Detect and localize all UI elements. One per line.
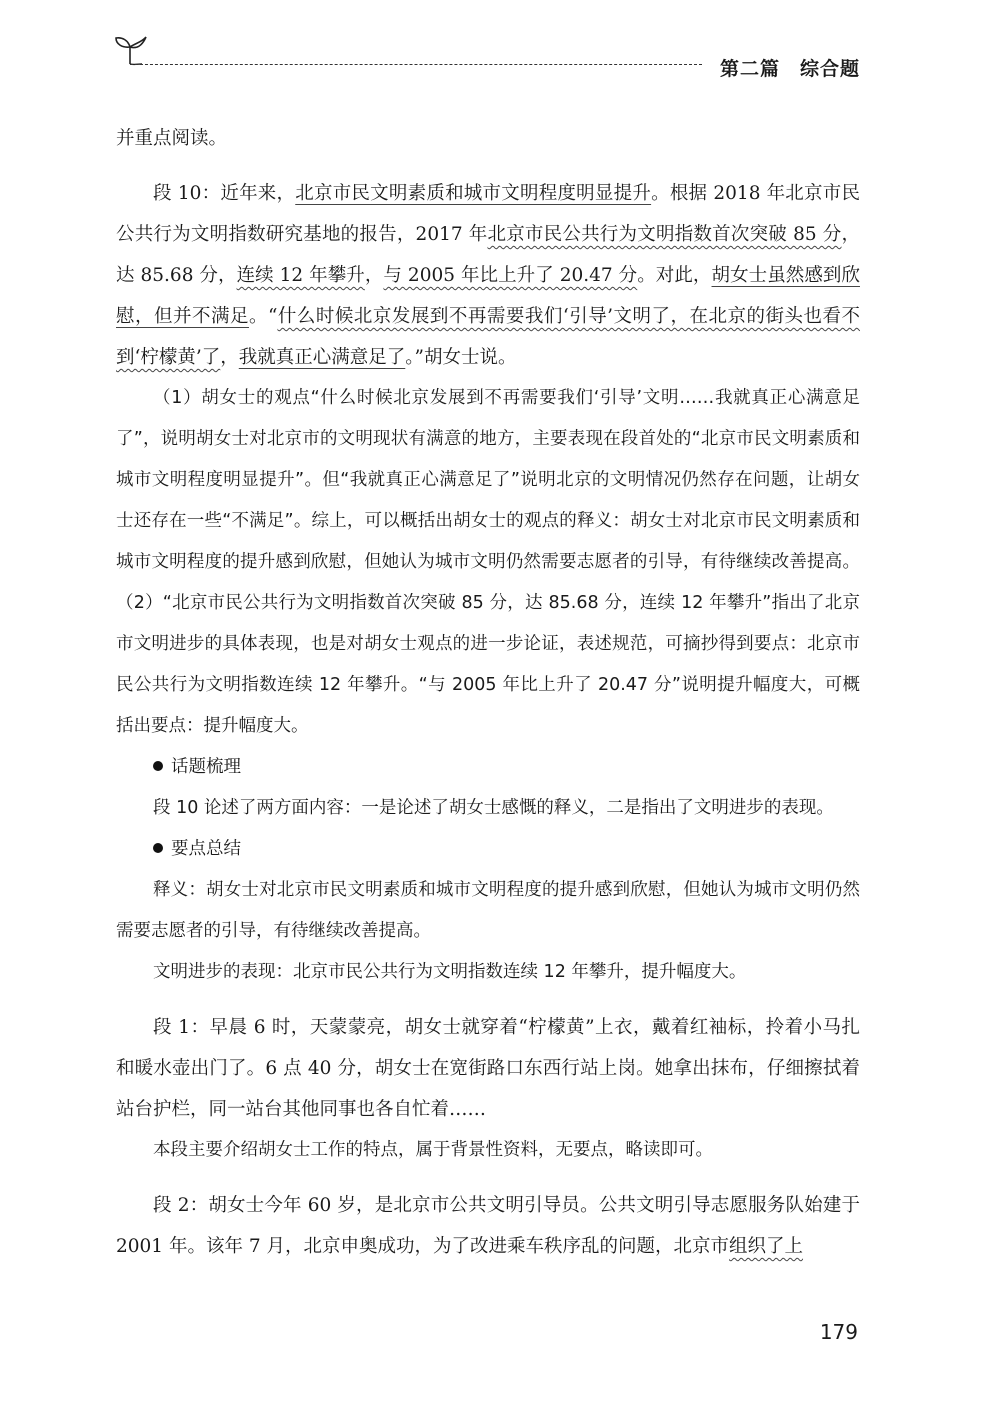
page-content [116, 118, 860, 1267]
paragraph-10: 段 10：近年来，北京市民文明素质和城市文明程度明显提升。根据 2018 年北京市民公共行为文明指数研究基地的报告，2017 年北京市民公共行为文明指数首次突破 85 分，达 85.68 分，连续 12 年攀升，与 2005 年比上升了 20.47 分。对此，胡女士虽然感到欣慰，但并不满足。“什么时候北京发展到不再需要我们‘引导’文明了，在北京的街头也看不到‘柠檬黄’了，我就真正心满意足了。”胡女士说。 [116, 183, 861, 368]
summary-progress: 文明进步的表现：北京市民公共行为文明指数连续 12 年攀升，提升幅度大。 [153, 962, 747, 982]
page-number: 179 [819, 1320, 858, 1344]
page-header [112, 34, 862, 78]
paragraph-2: 段 2：胡女士今年 60 岁，是北京市公共文明引导员。公共文明引导志愿服务队始建于 2001 年。该年 7 月，北京申奥成功，为了改进乘车秩序乱的问题，北京市组织了上 [116, 1195, 860, 1257]
summary-heading: 要点总结 [116, 829, 860, 870]
wavy-phrase: 组织了上 [729, 1236, 804, 1257]
wavy-phrase: 什么时候北京发展到不再需要我们‘引导’文明了，在北京的街头也看不到‘柠檬黄’了 [116, 306, 860, 368]
header-rule [130, 64, 702, 65]
underline-phrase: 胡女士虽然感到欣慰，但并不满足 [116, 265, 860, 327]
underline-phrase: 北京市民文明素质和城市文明程度明显提升 [295, 183, 652, 204]
wavy-phrase: 与 2005 年比上升了 20.47 分 [383, 265, 638, 286]
topic-heading: 话题梳理 [116, 747, 860, 788]
bullet-icon [153, 843, 163, 853]
paragraph-1: 段 1：早晨 6 时，天蒙蒙亮，胡女士就穿着“柠檬黄”上衣，戴着红袖标，拎着小马扎和暖水壶出门了。6 点 40 分，胡女士在宽街路口东西行站上岗。她拿出抹布，仔细擦拭着站台护栏，同一站台其他同事也各自忙着…… [116, 1017, 860, 1120]
paragraph-1-note: 本段主要介绍胡女士工作的特点，属于背景性资料，无要点，略读即可。 [153, 1140, 713, 1160]
paragraph-continuation: 并重点阅读。 [116, 128, 228, 149]
section-title: 第二篇 综合题 [719, 58, 860, 80]
sprout-icon [112, 34, 152, 68]
analysis-paragraph: （1）胡女士的观点“什么时候北京发展到不再需要我们‘引导’文明……我就真正心满意足了”，说明胡女士对北京市的文明现状有满意的地方，主要表现在段首处的“北京市民文明素质和城市文明程度明显提升”。但“我就真正心满意足了”说明北京的文明情况仍然存在问题，让胡女士还存在一些“不满足”。综上，可以概括出胡女士的观点的释义：胡女士对北京市民文明素质和城市文明程度的提升感到欣慰，但她认为城市文明仍然需要志愿者的引导，有待继续改善提高。（2）“北京市民公共行为文明指数首次突破 85 分，达 85.68 分，连续 12 年攀升”指出了北京市文明进步的具体表现，也是对胡女士观点的进一步论证，表述规范，可摘抄得到要点：北京市民公共行为文明指数连续 12 年攀升。“与 2005 年比上升了 20.47 分”说明提升幅度大，可概括出要点：提升幅度大。 [116, 388, 860, 736]
wavy-phrase: 连续 12 年攀升 [236, 265, 365, 286]
summary-definition: 释义：胡女士对北京市民文明素质和城市文明程度的提升感到欣慰，但她认为城市文明仍然需要志愿者的引导，有待继续改善提高。 [116, 880, 860, 941]
topic-text: 段 10 论述了两方面内容：一是论述了胡女士感慨的释义，二是指出了文明进步的表现。 [153, 798, 834, 818]
wavy-phrase: 北京市民公共行为文明指数首次突破 85 分 [487, 224, 842, 245]
underline-phrase: 我就真正心满意足了 [238, 347, 406, 368]
bullet-icon [153, 761, 163, 771]
